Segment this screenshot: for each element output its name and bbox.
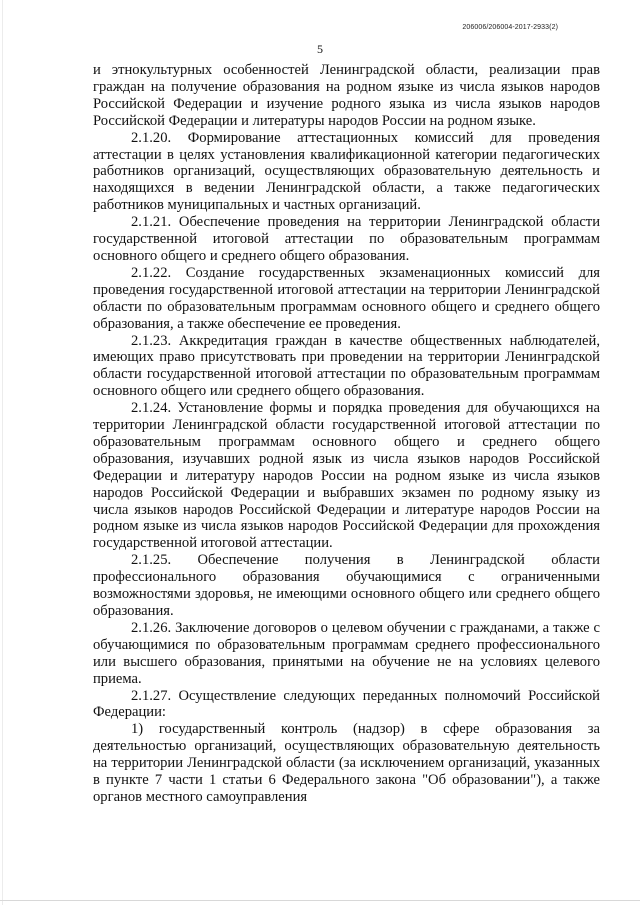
paragraph-2-1-21: 2.1.21. Обеспечение проведения на территории Ленинградской области государственной итоговой аттестации по образовательным программам основного общего и среднего общего образования. [93, 214, 600, 264]
scan-edge-bottom [0, 900, 640, 901]
page-number: 5 [317, 42, 323, 56]
document-registration-code: 206006/206004-2017-2933(2) [462, 24, 558, 31]
paragraph-2-1-24: 2.1.24. Установление формы и порядка проведения для обучающихся на территории Ленинградской области государственной итоговой аттестации по образовательным программам основного общего и среднего общего образования, изучавших родной язык из числа языков народов Российской Федерации и литературу народов России на родном языке из числа языков народов Российской Федерации и выбравших экзамен по родному языку из числа языков народов Российской Федерации и литературе народов России на родном языке из числа языков народов Российской Федерации для прохождения государственной итоговой аттестации. [93, 400, 600, 552]
paragraph-2-1-22: 2.1.22. Создание государственных экзаменационных комиссий для проведения государственной итоговой аттестации на территории Ленинградской области по образовательным программам основного общего и среднего общего образования, а также обеспечение ее проведения. [93, 264, 600, 332]
paragraph-2-1-26: 2.1.26. Заключение договоров о целевом обучении с гражданами, а также с обучающимися по образовательным программам среднего профессионального или высшего образования, принятыми на обучение не на условиях целевого приема. [93, 619, 600, 687]
paragraph-continuation: и этнокультурных особенностей Ленинградской области, реализации прав граждан на получение образования на родном языке из числа языков народов Российской Федерации и изучение родного языка из числа языков народов Российской Федерации и литературы народов России на родном языке. [93, 62, 600, 129]
scan-edge-left [2, 0, 3, 905]
paragraph-2-1-27: 2.1.27. Осуществление следующих переданных полномочий Российской Федерации: [93, 687, 600, 721]
paragraph-2-1-20: 2.1.20. Формирование аттестационных комиссий для проведения аттестации в целях установления квалификационной категории педагогических работников организаций, осуществляющих образовательную деятельность и находящихся в ведении Ленинградской области, а также педагогических работников муниципальных и частных организаций. [93, 129, 600, 214]
paragraph-subitem-1: 1) государственный контроль (надзор) в сфере образования за деятельностью организаций, осуществляющих образовательную деятельность на территории Ленинградской области (за исключением организаций, указанных в пункте 7 части 1 статьи 6 Федерального закона "Об образовании"), а также органов местного самоуправления [93, 721, 600, 805]
paragraph-2-1-25: 2.1.25. Обеспечение получения в Ленинградской области профессионального образования обучающимися с ограниченными возможностями здоровья, не имеющими основного общего или среднего общего образования. [93, 552, 600, 619]
paragraph-2-1-23: 2.1.23. Аккредитация граждан в качестве общественных наблюдателей, имеющих право присутствовать при проведении на территории Ленинградской области государственной итоговой аттестации по образовательным программам основного общего или среднего общего образования. [93, 332, 600, 400]
document-body [93, 62, 600, 806]
